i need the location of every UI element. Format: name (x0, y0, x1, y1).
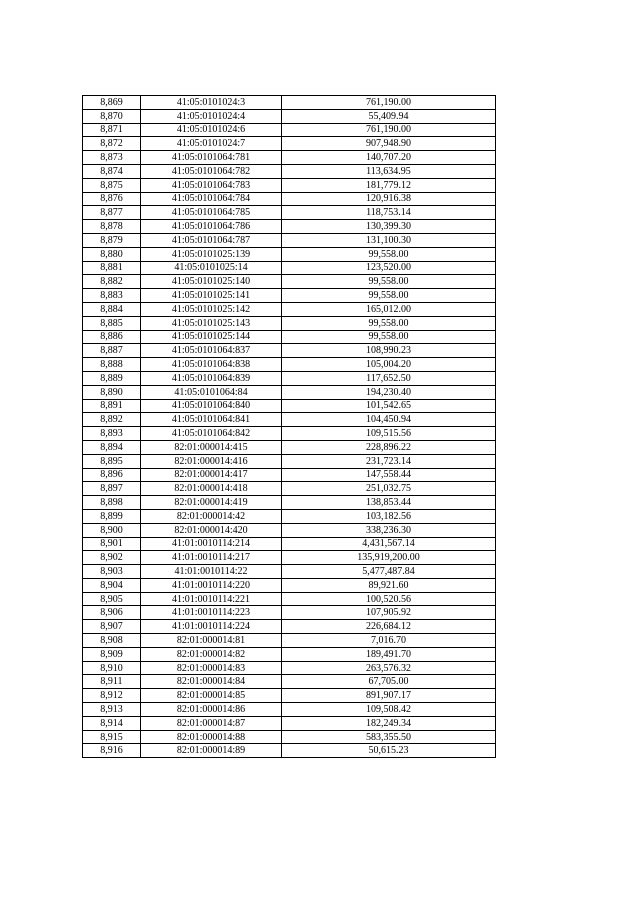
cadastral-number-cell: 41:05:0101025:142 (141, 302, 282, 316)
value-cell: 113,634.95 (282, 164, 496, 178)
cadastral-number-cell: 82:01:000014:418 (141, 482, 282, 496)
row-number-cell: 8,894 (83, 440, 141, 454)
value-cell: 89,921.60 (282, 578, 496, 592)
cadastral-number-cell: 41:01:0010114:217 (141, 551, 282, 565)
value-cell: 263,576.32 (282, 661, 496, 675)
value-cell: 182,249.34 (282, 716, 496, 730)
row-number-cell: 8,901 (83, 537, 141, 551)
table-row (83, 468, 496, 482)
cadastral-number-cell: 82:01:000014:42 (141, 509, 282, 523)
row-number-cell: 8,903 (83, 565, 141, 579)
cadastral-number-cell: 41:05:0101064:786 (141, 220, 282, 234)
value-cell: 120,916.38 (282, 192, 496, 206)
cadastral-number-cell: 41:05:0101064:783 (141, 178, 282, 192)
table-row (83, 399, 496, 413)
value-cell: 109,515.56 (282, 427, 496, 441)
table-row (83, 482, 496, 496)
cadastral-number-cell: 41:05:0101025:140 (141, 275, 282, 289)
table-row (83, 716, 496, 730)
row-number-cell: 8,870 (83, 109, 141, 123)
row-number-cell: 8,874 (83, 164, 141, 178)
cadastral-number-cell: 41:05:0101025:144 (141, 330, 282, 344)
cadastral-number-cell: 82:01:000014:83 (141, 661, 282, 675)
row-number-cell: 8,876 (83, 192, 141, 206)
value-cell: 228,896.22 (282, 440, 496, 454)
row-number-cell: 8,899 (83, 509, 141, 523)
table-row (83, 551, 496, 565)
cadastral-number-cell: 41:01:0010114:223 (141, 606, 282, 620)
row-number-cell: 8,872 (83, 137, 141, 151)
cadastral-number-cell: 41:05:0101064:782 (141, 164, 282, 178)
table-row (83, 358, 496, 372)
cadastral-number-cell: 41:05:0101064:784 (141, 192, 282, 206)
table-row (83, 123, 496, 137)
value-cell: 101,542.65 (282, 399, 496, 413)
cadastral-number-cell: 82:01:000014:84 (141, 675, 282, 689)
cadastral-number-cell: 82:01:000014:88 (141, 730, 282, 744)
row-number-cell: 8,910 (83, 661, 141, 675)
table-body (83, 96, 496, 758)
cadastral-number-cell: 41:05:0101064:841 (141, 413, 282, 427)
table-row (83, 289, 496, 303)
row-number-cell: 8,898 (83, 496, 141, 510)
value-cell: 147,558.44 (282, 468, 496, 482)
table-row (83, 137, 496, 151)
cadastral-number-cell: 82:01:000014:81 (141, 634, 282, 648)
cadastral-number-cell: 82:01:000014:415 (141, 440, 282, 454)
row-number-cell: 8,906 (83, 606, 141, 620)
value-cell: 189,491.70 (282, 647, 496, 661)
cadastral-number-cell: 41:05:0101025:143 (141, 316, 282, 330)
row-number-cell: 8,871 (83, 123, 141, 137)
value-cell: 117,652.50 (282, 371, 496, 385)
cadastral-number-cell: 82:01:000014:417 (141, 468, 282, 482)
row-number-cell: 8,893 (83, 427, 141, 441)
row-number-cell: 8,875 (83, 178, 141, 192)
cadastral-number-cell: 41:01:0010114:221 (141, 592, 282, 606)
row-number-cell: 8,882 (83, 275, 141, 289)
row-number-cell: 8,891 (83, 399, 141, 413)
table-row (83, 220, 496, 234)
cadastral-number-cell: 41:05:0101064:838 (141, 358, 282, 372)
row-number-cell: 8,890 (83, 385, 141, 399)
value-cell: 231,723.14 (282, 454, 496, 468)
table-row (83, 247, 496, 261)
table-row (83, 523, 496, 537)
row-number-cell: 8,896 (83, 468, 141, 482)
cadastral-number-cell: 41:05:0101025:141 (141, 289, 282, 303)
table-row (83, 440, 496, 454)
cadastral-number-cell: 41:05:0101024:4 (141, 109, 282, 123)
row-number-cell: 8,878 (83, 220, 141, 234)
value-cell: 103,182.56 (282, 509, 496, 523)
table-row (83, 675, 496, 689)
table-row (83, 537, 496, 551)
value-cell: 131,100.30 (282, 233, 496, 247)
row-number-cell: 8,904 (83, 578, 141, 592)
row-number-cell: 8,873 (83, 151, 141, 165)
row-number-cell: 8,913 (83, 703, 141, 717)
cadastral-number-cell: 41:05:0101064:781 (141, 151, 282, 165)
cadastral-number-cell: 82:01:000014:86 (141, 703, 282, 717)
row-number-cell: 8,884 (83, 302, 141, 316)
value-cell: 109,508.42 (282, 703, 496, 717)
table-row (83, 703, 496, 717)
cadastral-number-cell: 82:01:000014:87 (141, 716, 282, 730)
value-cell: 140,707.20 (282, 151, 496, 165)
value-cell: 99,558.00 (282, 289, 496, 303)
cadastral-number-cell: 41:05:0101064:84 (141, 385, 282, 399)
row-number-cell: 8,902 (83, 551, 141, 565)
cadastral-number-cell: 82:01:000014:82 (141, 647, 282, 661)
value-cell: 226,684.12 (282, 620, 496, 634)
cadastral-number-cell: 41:05:0101064:787 (141, 233, 282, 247)
table-row (83, 385, 496, 399)
cadastral-number-cell: 41:01:0010114:224 (141, 620, 282, 634)
table-row (83, 344, 496, 358)
value-cell: 5,477,487.84 (282, 565, 496, 579)
value-cell: 7,016.70 (282, 634, 496, 648)
row-number-cell: 8,914 (83, 716, 141, 730)
row-number-cell: 8,912 (83, 689, 141, 703)
table-row (83, 661, 496, 675)
value-cell: 181,779.12 (282, 178, 496, 192)
row-number-cell: 8,892 (83, 413, 141, 427)
table-row (83, 730, 496, 744)
table-row (83, 233, 496, 247)
row-number-cell: 8,911 (83, 675, 141, 689)
table-row (83, 178, 496, 192)
cadastral-number-cell: 41:05:0101024:3 (141, 96, 282, 110)
value-cell: 100,520.56 (282, 592, 496, 606)
table-row (83, 413, 496, 427)
row-number-cell: 8,916 (83, 744, 141, 758)
value-cell: 135,919,200.00 (282, 551, 496, 565)
row-number-cell: 8,897 (83, 482, 141, 496)
value-cell: 338,236.30 (282, 523, 496, 537)
value-cell: 67,705.00 (282, 675, 496, 689)
table-row (83, 592, 496, 606)
table-row (83, 109, 496, 123)
row-number-cell: 8,909 (83, 647, 141, 661)
value-cell: 907,948.90 (282, 137, 496, 151)
cadastral-number-cell: 41:05:0101024:6 (141, 123, 282, 137)
cadastral-number-cell: 41:01:0010114:214 (141, 537, 282, 551)
value-cell: 50,615.23 (282, 744, 496, 758)
cadastral-number-cell: 41:05:0101064:840 (141, 399, 282, 413)
table-row (83, 647, 496, 661)
table-row (83, 744, 496, 758)
table-row (83, 151, 496, 165)
value-cell: 99,558.00 (282, 330, 496, 344)
value-cell: 761,190.00 (282, 123, 496, 137)
cadastral-number-cell: 41:01:0010114:220 (141, 578, 282, 592)
cadastral-number-cell: 41:05:0101064:837 (141, 344, 282, 358)
table-row (83, 206, 496, 220)
table-row (83, 634, 496, 648)
row-number-cell: 8,883 (83, 289, 141, 303)
row-number-cell: 8,880 (83, 247, 141, 261)
value-cell: 761,190.00 (282, 96, 496, 110)
table-row (83, 261, 496, 275)
row-number-cell: 8,907 (83, 620, 141, 634)
row-number-cell: 8,888 (83, 358, 141, 372)
table-row (83, 330, 496, 344)
table-row (83, 427, 496, 441)
value-cell: 891,907.17 (282, 689, 496, 703)
table-row (83, 192, 496, 206)
row-number-cell: 8,879 (83, 233, 141, 247)
table-row (83, 578, 496, 592)
row-number-cell: 8,886 (83, 330, 141, 344)
cadastral-number-cell: 41:05:0101024:7 (141, 137, 282, 151)
cadastral-number-cell: 41:05:0101025:14 (141, 261, 282, 275)
table-row (83, 164, 496, 178)
table-row (83, 275, 496, 289)
table-row (83, 565, 496, 579)
table-row (83, 606, 496, 620)
value-cell: 583,355.50 (282, 730, 496, 744)
value-cell: 118,753.14 (282, 206, 496, 220)
cadastral-number-cell: 82:01:000014:419 (141, 496, 282, 510)
value-cell: 55,409.94 (282, 109, 496, 123)
cadastral-number-cell: 82:01:000014:420 (141, 523, 282, 537)
cadastral-number-cell: 82:01:000014:89 (141, 744, 282, 758)
value-cell: 138,853.44 (282, 496, 496, 510)
cadastral-number-cell: 41:01:0010114:22 (141, 565, 282, 579)
row-number-cell: 8,889 (83, 371, 141, 385)
cadastral-number-cell: 41:05:0101064:785 (141, 206, 282, 220)
row-number-cell: 8,881 (83, 261, 141, 275)
table-row (83, 689, 496, 703)
value-cell: 104,450.94 (282, 413, 496, 427)
cadastral-number-cell: 41:05:0101025:139 (141, 247, 282, 261)
row-number-cell: 8,900 (83, 523, 141, 537)
value-cell: 105,004.20 (282, 358, 496, 372)
row-number-cell: 8,869 (83, 96, 141, 110)
table-row (83, 316, 496, 330)
table-row (83, 454, 496, 468)
row-number-cell: 8,885 (83, 316, 141, 330)
value-cell: 99,558.00 (282, 316, 496, 330)
value-cell: 107,905.92 (282, 606, 496, 620)
row-number-cell: 8,908 (83, 634, 141, 648)
row-number-cell: 8,887 (83, 344, 141, 358)
table-row (83, 620, 496, 634)
cadastral-number-cell: 41:05:0101064:842 (141, 427, 282, 441)
cadastral-number-cell: 82:01:000014:416 (141, 454, 282, 468)
value-cell: 123,520.00 (282, 261, 496, 275)
value-cell: 108,990.23 (282, 344, 496, 358)
row-number-cell: 8,905 (83, 592, 141, 606)
cadastral-number-cell: 82:01:000014:85 (141, 689, 282, 703)
value-cell: 251,032.75 (282, 482, 496, 496)
value-cell: 165,012.00 (282, 302, 496, 316)
table-row (83, 509, 496, 523)
table-row (83, 302, 496, 316)
table-row (83, 96, 496, 110)
value-cell: 130,399.30 (282, 220, 496, 234)
row-number-cell: 8,915 (83, 730, 141, 744)
table-row (83, 371, 496, 385)
cadastral-number-cell: 41:05:0101064:839 (141, 371, 282, 385)
value-cell: 4,431,567.14 (282, 537, 496, 551)
table-row (83, 496, 496, 510)
value-cell: 99,558.00 (282, 247, 496, 261)
row-number-cell: 8,877 (83, 206, 141, 220)
value-cell: 194,230.40 (282, 385, 496, 399)
data-table (82, 95, 496, 758)
value-cell: 99,558.00 (282, 275, 496, 289)
row-number-cell: 8,895 (83, 454, 141, 468)
